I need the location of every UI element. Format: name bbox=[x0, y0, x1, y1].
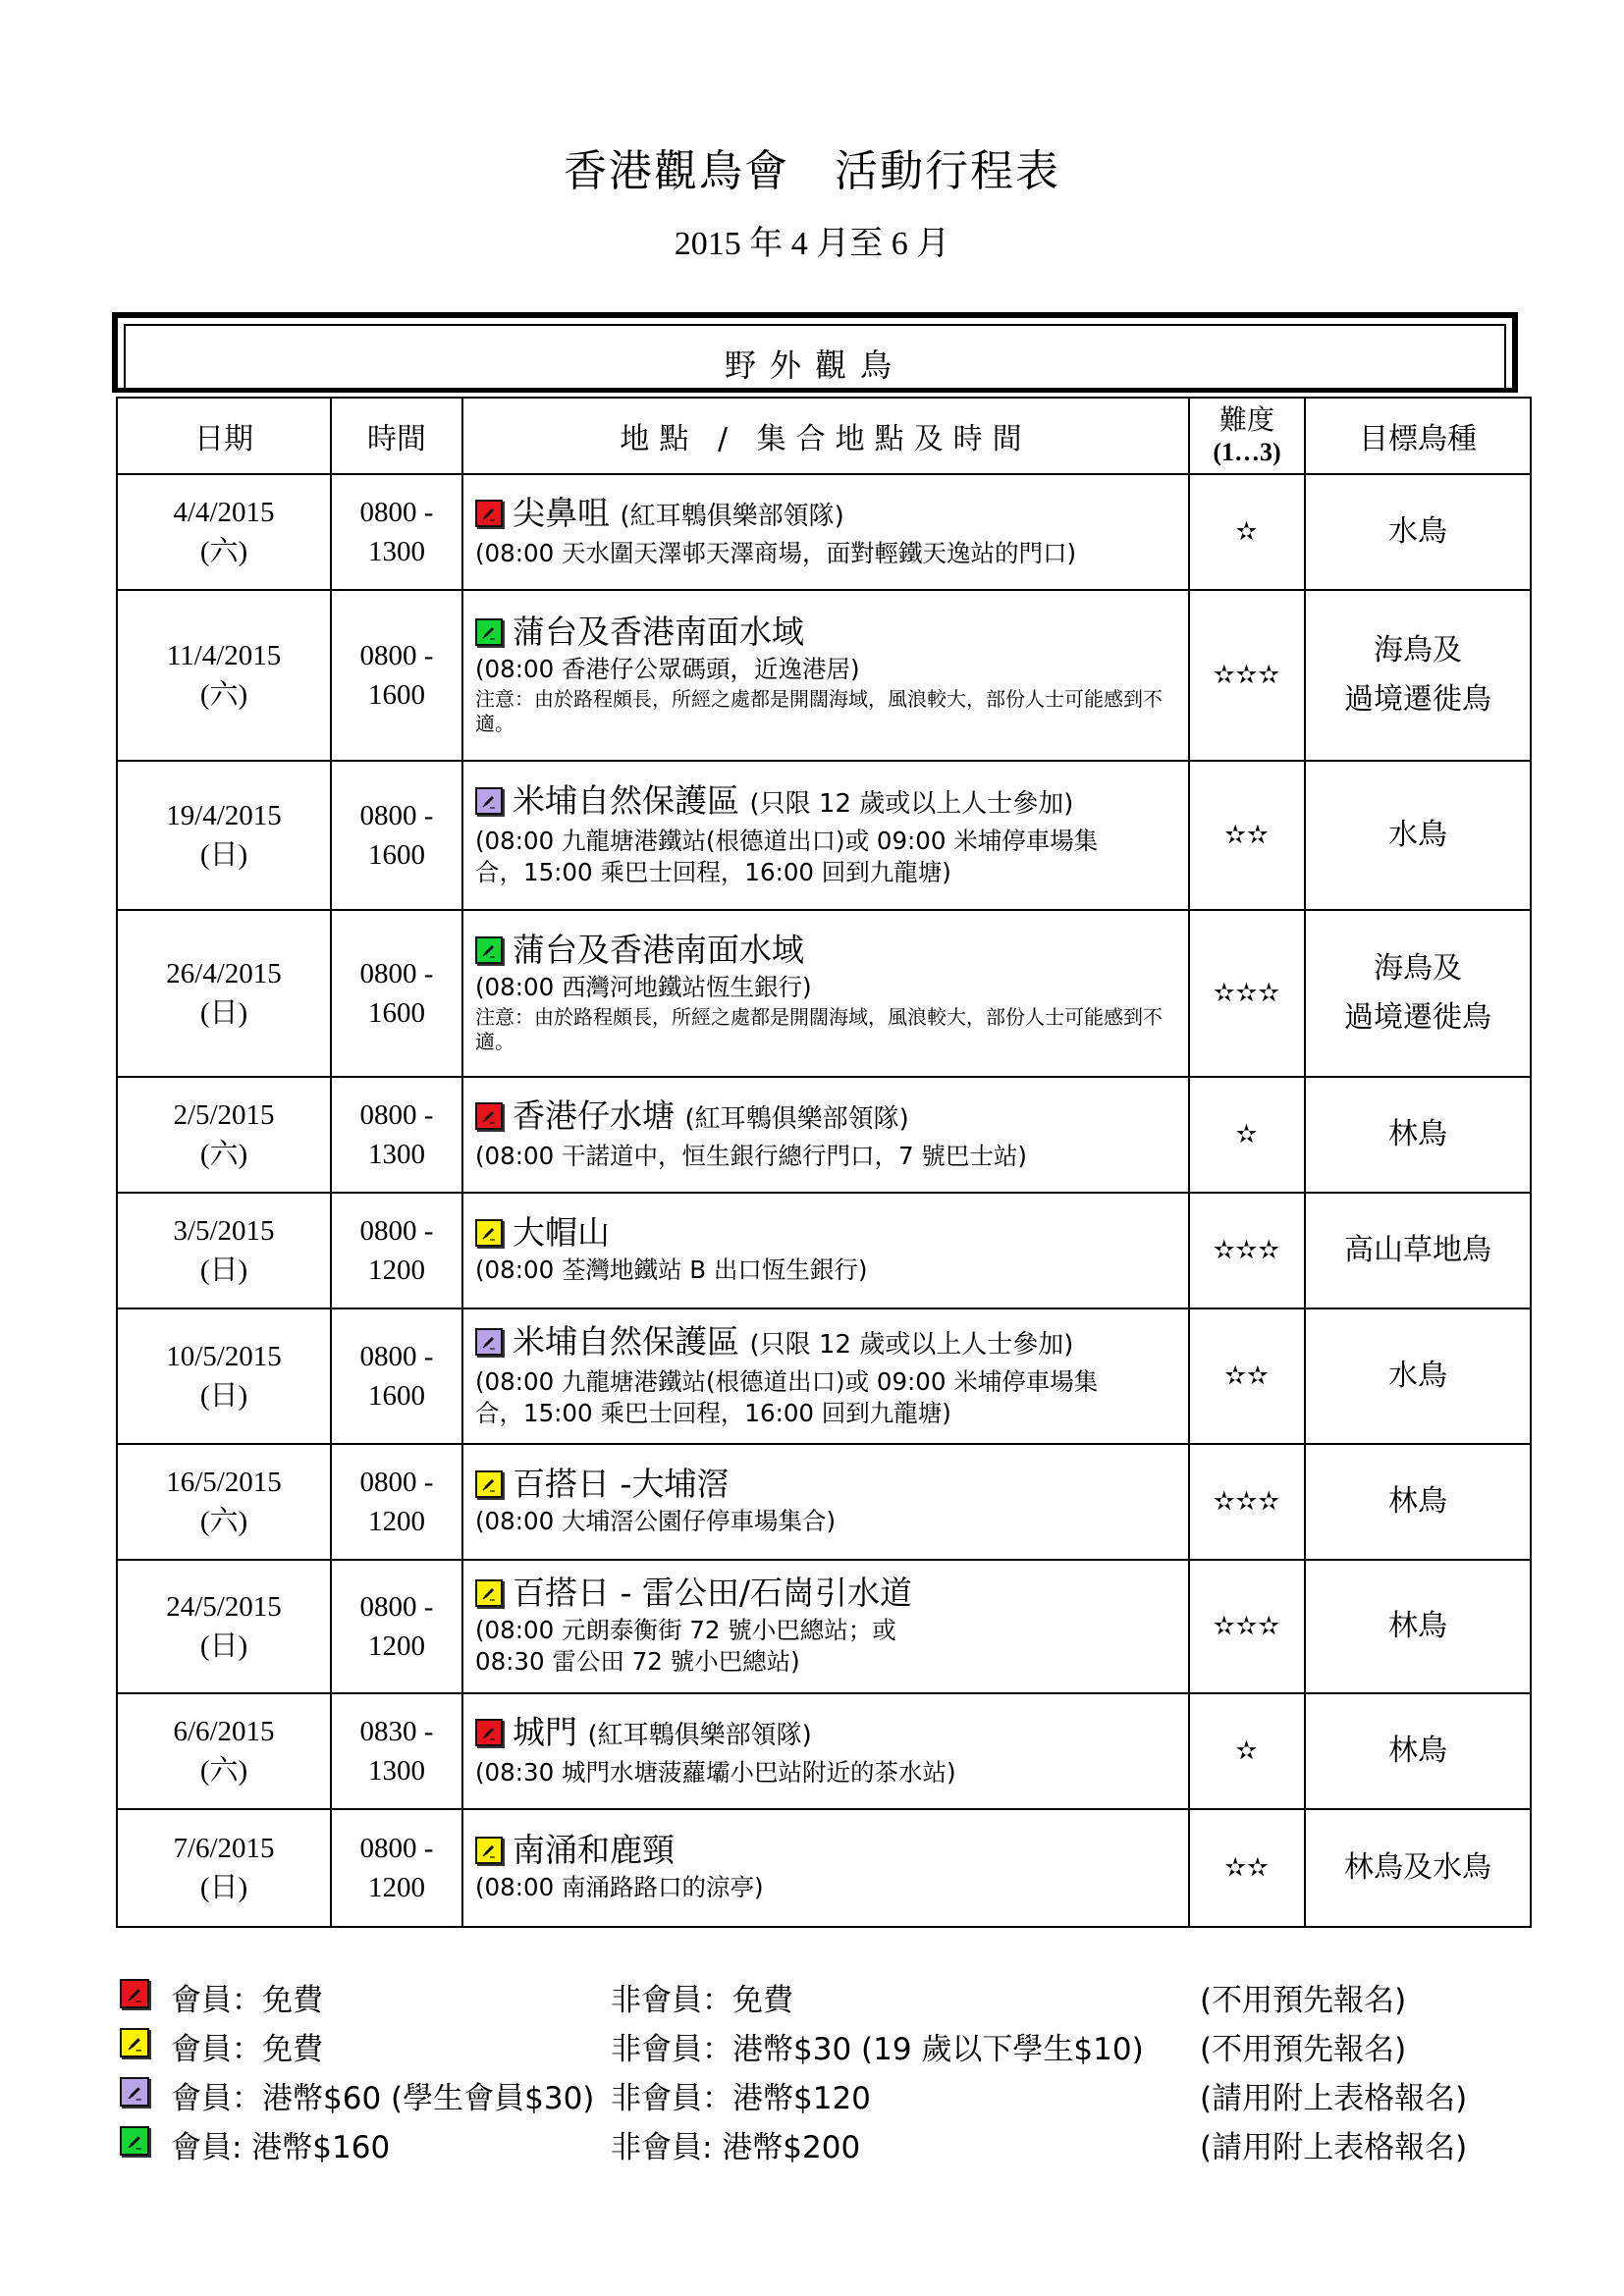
header-date: 日期 bbox=[117, 398, 331, 474]
header-difficulty: 難度 (1…3) bbox=[1189, 398, 1305, 474]
time-start: 0800 - bbox=[359, 958, 434, 989]
time-cell bbox=[331, 590, 462, 761]
time-cell bbox=[331, 1193, 462, 1308]
meeting-detail-line: (08:00 天水圍天澤邨天澤商場，面對輕鐵天逸站的門口) bbox=[475, 538, 1077, 567]
target-bird-line: 過境遷徙鳥 bbox=[1344, 1000, 1491, 1035]
target-bird-line: 林鳥 bbox=[1388, 1117, 1447, 1151]
difficulty-stars: ✫✫✫ bbox=[1189, 590, 1305, 761]
pen-icon bbox=[127, 1986, 143, 2002]
meeting-detail-line: 合，15:00 乘巴士回程，16:00 回到九龍塘) bbox=[475, 857, 951, 886]
place-note: (紅耳鵯俱樂部領隊) bbox=[587, 1720, 812, 1750]
time-end: 1300 bbox=[368, 1755, 425, 1787]
yellow-fee-badge bbox=[475, 1470, 503, 1498]
time-cell bbox=[331, 910, 462, 1077]
pen-icon bbox=[481, 1108, 497, 1124]
place-name: 米埔自然保護區 bbox=[513, 780, 739, 820]
time-end: 1600 bbox=[368, 997, 425, 1029]
table-row bbox=[117, 590, 1531, 761]
event-weekday: (六) bbox=[199, 1139, 248, 1170]
pen-icon bbox=[481, 1725, 497, 1740]
event-date: 19/4/2015 bbox=[166, 800, 282, 831]
time-cell bbox=[331, 761, 462, 910]
warning-note: 注意：由於路程頗長，所經之處都是開闊海域，風浪較大，部份人士可能感到不適。 bbox=[475, 1005, 1163, 1053]
pen-icon bbox=[481, 793, 497, 809]
place-note: (紅耳鵯俱樂部領隊) bbox=[620, 501, 844, 531]
non-member-fee: 非會員：港幣$30 (19 歲以下學生$10) bbox=[611, 2032, 1144, 2067]
registration-note: (不用預先報名) bbox=[1200, 2032, 1407, 2067]
meeting-detail-line: (08:30 城門水塘菠蘿壩小巴站附近的茶水站) bbox=[475, 1757, 956, 1787]
place-name: 米埔自然保護區 bbox=[513, 1321, 739, 1361]
time-start: 0800 - bbox=[359, 1215, 434, 1247]
event-date: 10/5/2015 bbox=[166, 1341, 282, 1372]
target-cell bbox=[1305, 1193, 1531, 1308]
table-row bbox=[117, 1308, 1531, 1444]
table-header-row bbox=[117, 398, 1531, 474]
period-subtitle: 2015 年 4 月至 6 月 bbox=[674, 226, 950, 262]
place-line bbox=[475, 494, 1178, 536]
difficulty-range: (1…3) bbox=[1213, 437, 1281, 466]
difficulty-stars: ✫✫✫ bbox=[1189, 1560, 1305, 1693]
green-fee-badge bbox=[475, 936, 503, 964]
member-fee: 會員: 港幣$160 bbox=[171, 2130, 391, 2165]
time-end: 1600 bbox=[368, 679, 425, 711]
difficulty-stars: ✫✫✫ bbox=[1189, 1193, 1305, 1308]
meeting-details bbox=[475, 824, 1178, 888]
red-fee-badge bbox=[120, 1979, 149, 2008]
target-bird-line: 高山草地鳥 bbox=[1344, 1233, 1491, 1267]
meeting-detail-line: (08:00 荃灣地鐵站 B 出口恆生銀行) bbox=[475, 1255, 868, 1284]
location-cell bbox=[462, 1444, 1189, 1560]
yellow-fee-badge bbox=[475, 1837, 503, 1864]
place-name: 城門 bbox=[513, 1712, 577, 1751]
place-note: (紅耳鵯俱樂部領隊) bbox=[684, 1103, 909, 1134]
date-cell bbox=[117, 1193, 331, 1308]
target-cell bbox=[1305, 1308, 1531, 1444]
event-weekday: (六) bbox=[199, 679, 248, 711]
table-row bbox=[117, 1693, 1531, 1809]
place-name: 尖鼻咀 bbox=[513, 493, 610, 532]
difficulty-stars: ✫✫ bbox=[1189, 761, 1305, 910]
warning-note: 注意：由於路程頗長，所經之處都是開闊海域，風浪較大，部份人士可能感到不適。 bbox=[475, 687, 1163, 735]
location-cell bbox=[462, 1560, 1189, 1693]
green-fee-badge bbox=[475, 618, 503, 646]
place-note: (只限 12 歲或以上人士參加) bbox=[749, 1329, 1074, 1360]
place-name: 蒲台及香港南面水域 bbox=[513, 613, 804, 651]
yellow-fee-badge bbox=[120, 2028, 149, 2057]
time-start: 0830 - bbox=[359, 1716, 434, 1747]
place-name: 南涌和鹿頸 bbox=[513, 1831, 675, 1869]
pen-icon bbox=[481, 1476, 497, 1492]
event-date: 4/4/2015 bbox=[173, 497, 275, 528]
place-line bbox=[475, 1831, 1178, 1870]
non-member-fee: 非會員：免費 bbox=[611, 1983, 793, 2018]
difficulty-stars: ✫✫✫ bbox=[1189, 1444, 1305, 1560]
place-line bbox=[475, 1213, 1178, 1253]
member-fee: 會員：免費 bbox=[171, 1983, 323, 2018]
time-cell bbox=[331, 1444, 462, 1560]
location-cell bbox=[462, 910, 1189, 1077]
place-line bbox=[475, 1096, 1178, 1139]
meeting-detail-line: (08:00 大埔滘公園仔停車場集合) bbox=[475, 1507, 837, 1535]
time-start: 0800 - bbox=[359, 640, 434, 671]
target-cell bbox=[1305, 590, 1531, 761]
target-cell bbox=[1305, 1560, 1531, 1693]
target-bird-line: 林鳥 bbox=[1388, 1734, 1447, 1768]
place-name: 百搭日 - 雷公田/石崗引水道 bbox=[513, 1574, 913, 1612]
green-fee-badge bbox=[120, 2126, 149, 2156]
meeting-details bbox=[475, 1870, 1178, 1903]
location-cell bbox=[462, 1693, 1189, 1809]
event-date: 6/6/2015 bbox=[173, 1716, 275, 1747]
event-date: 26/4/2015 bbox=[166, 958, 282, 989]
meeting-detail-line: (08:00 九龍塘港鐵站(根德道出口)或 09:00 米埔停車場集 bbox=[475, 1366, 1099, 1396]
date-cell bbox=[117, 910, 331, 1077]
red-fee-badge bbox=[475, 1102, 503, 1130]
event-weekday: (日) bbox=[199, 997, 248, 1029]
non-member-fee: 非會員: 港幣$200 bbox=[611, 2130, 861, 2165]
meeting-detail-line: 合，15:00 乘巴士回程，16:00 回到九龍塘) bbox=[475, 1398, 951, 1427]
target-bird-line: 過境遷徙鳥 bbox=[1344, 682, 1491, 717]
meeting-details bbox=[475, 1613, 1178, 1678]
document-name: 活動行程表 bbox=[835, 146, 1060, 196]
target-bird-line: 林鳥 bbox=[1388, 1484, 1447, 1519]
place-line bbox=[475, 931, 1178, 970]
place-line bbox=[475, 781, 1178, 824]
pen-icon bbox=[481, 1334, 497, 1350]
registration-note: (請用附上表格報名) bbox=[1200, 2130, 1468, 2165]
difficulty-stars: ✫✫✫ bbox=[1189, 910, 1305, 1077]
header-time: 時間 bbox=[331, 398, 462, 474]
target-cell bbox=[1305, 1077, 1531, 1193]
meeting-detail-line: 08:30 雷公田 72 號小巴總站) bbox=[475, 1647, 800, 1676]
difficulty-stars: ✫✫ bbox=[1189, 1308, 1305, 1444]
pen-icon bbox=[481, 1585, 497, 1601]
target-cell bbox=[1305, 1444, 1531, 1560]
time-cell bbox=[331, 474, 462, 590]
pen-icon bbox=[127, 2035, 143, 2052]
target-bird-line: 水鳥 bbox=[1388, 514, 1447, 549]
place-line bbox=[475, 613, 1178, 652]
event-weekday: (日) bbox=[199, 1380, 248, 1412]
event-date: 16/5/2015 bbox=[166, 1467, 282, 1498]
difficulty-stars: ✫ bbox=[1189, 1693, 1305, 1809]
location-cell bbox=[462, 1193, 1189, 1308]
target-cell bbox=[1305, 761, 1531, 910]
section-banner bbox=[112, 312, 1518, 393]
time-start: 0800 - bbox=[359, 1099, 434, 1131]
schedule-table bbox=[116, 397, 1532, 1928]
time-start: 0800 - bbox=[359, 1467, 434, 1498]
red-fee-badge bbox=[475, 1719, 503, 1746]
time-end: 1200 bbox=[368, 1506, 425, 1537]
table-row bbox=[117, 761, 1531, 910]
target-cell bbox=[1305, 910, 1531, 1077]
location-cell bbox=[462, 590, 1189, 761]
registration-note: (請用附上表格報名) bbox=[1200, 2081, 1468, 2116]
event-weekday: (六) bbox=[199, 1755, 248, 1787]
purple-fee-badge bbox=[120, 2077, 149, 2107]
meeting-details bbox=[475, 970, 1178, 1003]
meeting-detail-line: (08:00 干諾道中，恒生銀行總行門口，7 號巴士站) bbox=[475, 1141, 1027, 1170]
page-title bbox=[0, 135, 1624, 198]
time-start: 0800 - bbox=[359, 497, 434, 528]
legend-row bbox=[116, 1969, 1530, 2018]
target-cell bbox=[1305, 1809, 1531, 1927]
table-row bbox=[117, 910, 1531, 1077]
legend-row bbox=[116, 2116, 1530, 2165]
table-row bbox=[117, 1444, 1531, 1560]
time-cell bbox=[331, 1809, 462, 1927]
date-cell bbox=[117, 474, 331, 590]
time-end: 1300 bbox=[368, 1139, 425, 1170]
date-cell bbox=[117, 1444, 331, 1560]
pen-icon bbox=[127, 2133, 143, 2150]
non-member-fee: 非會員：港幣$120 bbox=[611, 2081, 871, 2116]
schedule-body bbox=[117, 474, 1531, 1927]
table-row bbox=[117, 1193, 1531, 1308]
meeting-details bbox=[475, 652, 1178, 685]
location-cell bbox=[462, 1809, 1189, 1927]
target-bird-line: 林鳥及水鳥 bbox=[1344, 1850, 1491, 1885]
red-fee-badge bbox=[475, 500, 503, 527]
difficulty-stars: ✫ bbox=[1189, 1077, 1305, 1193]
event-date: 2/5/2015 bbox=[173, 1099, 275, 1131]
meeting-details bbox=[475, 1364, 1178, 1429]
meeting-details bbox=[475, 1504, 1178, 1537]
event-weekday: (日) bbox=[199, 839, 248, 871]
header-target: 目標鳥種 bbox=[1305, 398, 1531, 474]
meeting-details bbox=[475, 1253, 1178, 1286]
header-location: 地點 / 集合地點及時間 bbox=[462, 398, 1189, 474]
time-start: 0800 - bbox=[359, 1833, 434, 1864]
time-cell bbox=[331, 1693, 462, 1809]
difficulty-stars: ✫✫ bbox=[1189, 1809, 1305, 1927]
location-cell bbox=[462, 761, 1189, 910]
meeting-details bbox=[475, 1755, 1178, 1789]
yellow-fee-badge bbox=[475, 1219, 503, 1247]
org-name: 香港觀鳥會 bbox=[564, 146, 789, 196]
time-cell bbox=[331, 1077, 462, 1193]
target-bird-line: 海鳥及 bbox=[1374, 951, 1462, 986]
time-end: 1200 bbox=[368, 1630, 425, 1662]
pen-icon bbox=[127, 2084, 143, 2101]
purple-fee-badge bbox=[475, 1328, 503, 1356]
event-weekday: (日) bbox=[199, 1255, 248, 1286]
meeting-detail-line: (08:00 九龍塘港鐵站(根德道出口)或 09:00 米埔停車場集 bbox=[475, 826, 1099, 855]
pen-icon bbox=[481, 1225, 497, 1241]
time-cell bbox=[331, 1308, 462, 1444]
time-end: 1200 bbox=[368, 1872, 425, 1903]
place-line bbox=[475, 1574, 1178, 1613]
time-end: 1600 bbox=[368, 839, 425, 871]
meeting-detail-line: (08:00 南涌路路口的涼亭) bbox=[475, 1873, 764, 1901]
event-date: 3/5/2015 bbox=[173, 1215, 275, 1247]
event-date: 11/4/2015 bbox=[166, 640, 282, 671]
meeting-detail-line: (08:00 香港仔公眾碼頭，近逸港居) bbox=[475, 655, 860, 683]
meeting-details bbox=[475, 1139, 1178, 1172]
section-title: 野外觀鳥 bbox=[724, 347, 905, 384]
pen-icon bbox=[481, 624, 497, 640]
place-name: 大帽山 bbox=[513, 1213, 610, 1252]
date-cell bbox=[117, 1809, 331, 1927]
date-cell bbox=[117, 761, 331, 910]
target-bird-line: 海鳥及 bbox=[1374, 633, 1462, 667]
place-line bbox=[475, 1465, 1178, 1504]
table-row bbox=[117, 474, 1531, 590]
place-name: 蒲台及香港南面水域 bbox=[513, 931, 804, 969]
location-cell bbox=[462, 1077, 1189, 1193]
event-weekday: (日) bbox=[199, 1872, 248, 1903]
date-cell bbox=[117, 1308, 331, 1444]
place-line bbox=[475, 1713, 1178, 1755]
date-cell bbox=[117, 1560, 331, 1693]
yellow-fee-badge bbox=[475, 1579, 503, 1607]
target-cell bbox=[1305, 474, 1531, 590]
location-cell bbox=[462, 474, 1189, 590]
pen-icon bbox=[481, 506, 497, 521]
time-cell bbox=[331, 1560, 462, 1693]
target-bird-line: 水鳥 bbox=[1388, 818, 1447, 852]
member-fee: 會員：港幣$60 (學生會員$30) bbox=[171, 2081, 595, 2116]
target-bird-line: 水鳥 bbox=[1388, 1359, 1447, 1393]
event-weekday: (日) bbox=[199, 1630, 248, 1662]
place-name: 香港仔水塘 bbox=[513, 1095, 675, 1135]
event-date: 24/5/2015 bbox=[166, 1591, 282, 1623]
time-start: 0800 - bbox=[359, 1341, 434, 1372]
place-note: (只限 12 歲或以上人士參加) bbox=[749, 788, 1074, 819]
table-row bbox=[117, 1560, 1531, 1693]
date-cell bbox=[117, 590, 331, 761]
legend-row bbox=[116, 2018, 1530, 2067]
place-name: 百搭日 -大埔滘 bbox=[513, 1465, 730, 1503]
event-date: 7/6/2015 bbox=[173, 1833, 275, 1864]
meeting-detail-line: (08:00 元朗泰衡街 72 號小巴總站；或 bbox=[475, 1616, 896, 1644]
difficulty-stars: ✫ bbox=[1189, 474, 1305, 590]
location-cell bbox=[462, 1308, 1189, 1444]
target-bird-line: 林鳥 bbox=[1388, 1609, 1447, 1643]
date-cell bbox=[117, 1077, 331, 1193]
registration-note: (不用預先報名) bbox=[1200, 1983, 1407, 2018]
time-end: 1300 bbox=[368, 536, 425, 567]
fee-legend bbox=[116, 1969, 1530, 2165]
table-row bbox=[117, 1809, 1531, 1927]
event-weekday: (六) bbox=[199, 1506, 248, 1537]
time-end: 1200 bbox=[368, 1255, 425, 1286]
target-cell bbox=[1305, 1693, 1531, 1809]
pen-icon bbox=[481, 1842, 497, 1858]
pen-icon bbox=[481, 942, 497, 958]
event-weekday: (六) bbox=[199, 536, 248, 567]
legend-row bbox=[116, 2067, 1530, 2116]
table-row bbox=[117, 1077, 1531, 1193]
date-cell bbox=[117, 1693, 331, 1809]
meeting-detail-line: (08:00 西灣河地鐵站恆生銀行) bbox=[475, 973, 812, 1001]
time-start: 0800 - bbox=[359, 1591, 434, 1623]
place-line bbox=[475, 1322, 1178, 1364]
purple-fee-badge bbox=[475, 787, 503, 815]
time-end: 1600 bbox=[368, 1380, 425, 1412]
time-start: 0800 - bbox=[359, 800, 434, 831]
meeting-details bbox=[475, 536, 1178, 569]
member-fee: 會員：免費 bbox=[171, 2032, 323, 2067]
